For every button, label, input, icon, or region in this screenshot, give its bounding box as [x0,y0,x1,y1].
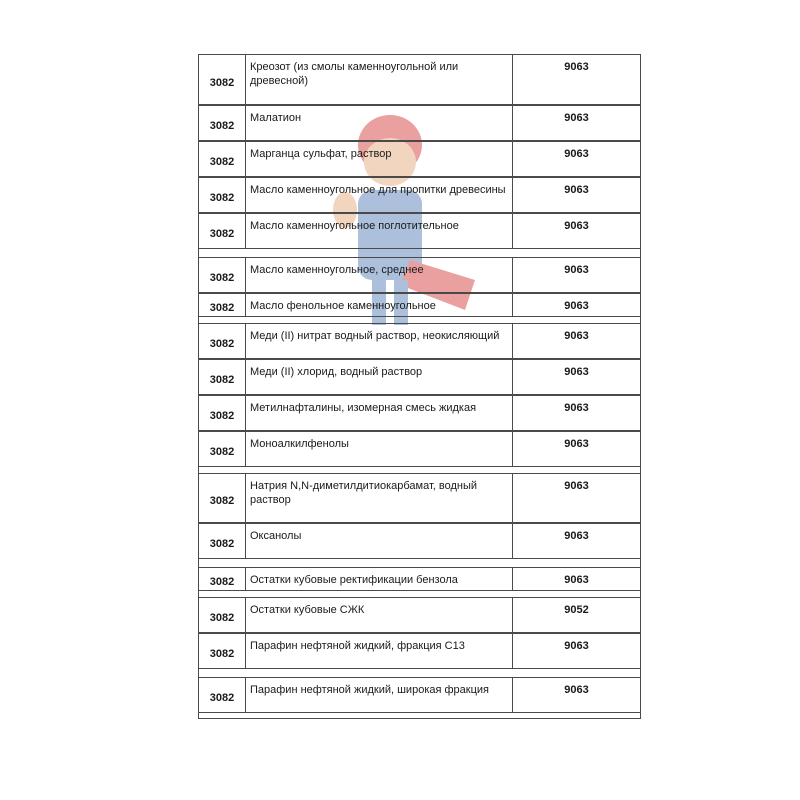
substance-name: Моноалкилфенолы [246,432,513,466]
substance-name: Парафин нефтяной жидкий, широкая фракция [246,678,513,712]
table-row [199,141,640,177]
un-code: 3082 [199,474,246,522]
un-code: 3082 [199,55,246,104]
table-row [199,431,640,467]
un-code: 3082 [199,396,246,430]
product-number: 9063 [564,684,589,696]
table-row [199,177,640,213]
substance-name: Меди (II) нитрат водный раствор, неокисляющий [246,324,513,358]
product-number: 9063 [564,574,589,586]
substance-name: Малатион [246,106,513,140]
product-number: 9063 [564,300,589,312]
un-code: 3082 [199,524,246,558]
product-number: 9063 [564,264,589,276]
substance-name: Меди (II) хлорид, водный раствор [246,360,513,394]
product-number: 9052 [564,604,589,616]
substance-name: Метилнафталины, изомерная смесь жидкая [246,396,513,430]
product-number: 9063 [564,366,589,378]
substance-name: Остатки кубовые СЖК [246,598,513,632]
product-number: 9063 [564,330,589,342]
un-code: 3082 [199,634,246,668]
un-code: 3082 [199,106,246,140]
table-row [199,473,640,523]
table-row [199,257,640,293]
product-number: 9063 [564,148,589,160]
un-code: 3082 [199,214,246,248]
un-code: 3082 [199,568,246,590]
product-number: 9063 [564,61,589,73]
table-row [199,597,640,633]
substance-name: Масло фенольное каменноугольное [246,294,513,316]
substance-name: Масло каменноугольное поглотительное [246,214,513,248]
table-row [199,395,640,431]
substance-name: Масло каменноугольное, среднее [246,258,513,292]
table-row [199,359,640,395]
un-code: 3082 [199,360,246,394]
un-code: 3082 [199,678,246,712]
table-row [199,293,640,317]
un-code: 3082 [199,178,246,212]
product-number: 9063 [564,640,589,652]
product-number: 9063 [564,438,589,450]
un-code: 3082 [199,294,246,316]
un-code: 3082 [199,598,246,632]
substance-table [198,54,641,719]
substance-name: Парафин нефтяной жидкий, фракция С13 [246,634,513,668]
product-number: 9063 [564,184,589,196]
table-row [199,567,640,591]
table-row [199,523,640,559]
table-row [199,105,640,141]
table-row [199,323,640,359]
substance-name: Натрия N,N-диметилдитиокарбамат, водный раствор [246,474,513,522]
un-code: 3082 [199,324,246,358]
product-number: 9063 [564,112,589,124]
substance-name: Креозот (из смолы каменноугольной или древесной) [246,55,513,104]
product-number: 9063 [564,220,589,232]
substance-name: Марганца сульфат, раствор [246,142,513,176]
substance-name: Остатки кубовые ректификации бензола [246,568,513,590]
substance-name: Масло каменноугольное для пропитки древесины [246,178,513,212]
table-row [199,677,640,713]
product-number: 9063 [564,402,589,414]
substance-name: Оксанолы [246,524,513,558]
product-number: 9063 [564,480,589,492]
un-code: 3082 [199,258,246,292]
table-row [199,213,640,249]
un-code: 3082 [199,142,246,176]
un-code: 3082 [199,432,246,466]
product-number: 9063 [564,530,589,542]
table-row [199,55,640,105]
table-row [199,633,640,669]
